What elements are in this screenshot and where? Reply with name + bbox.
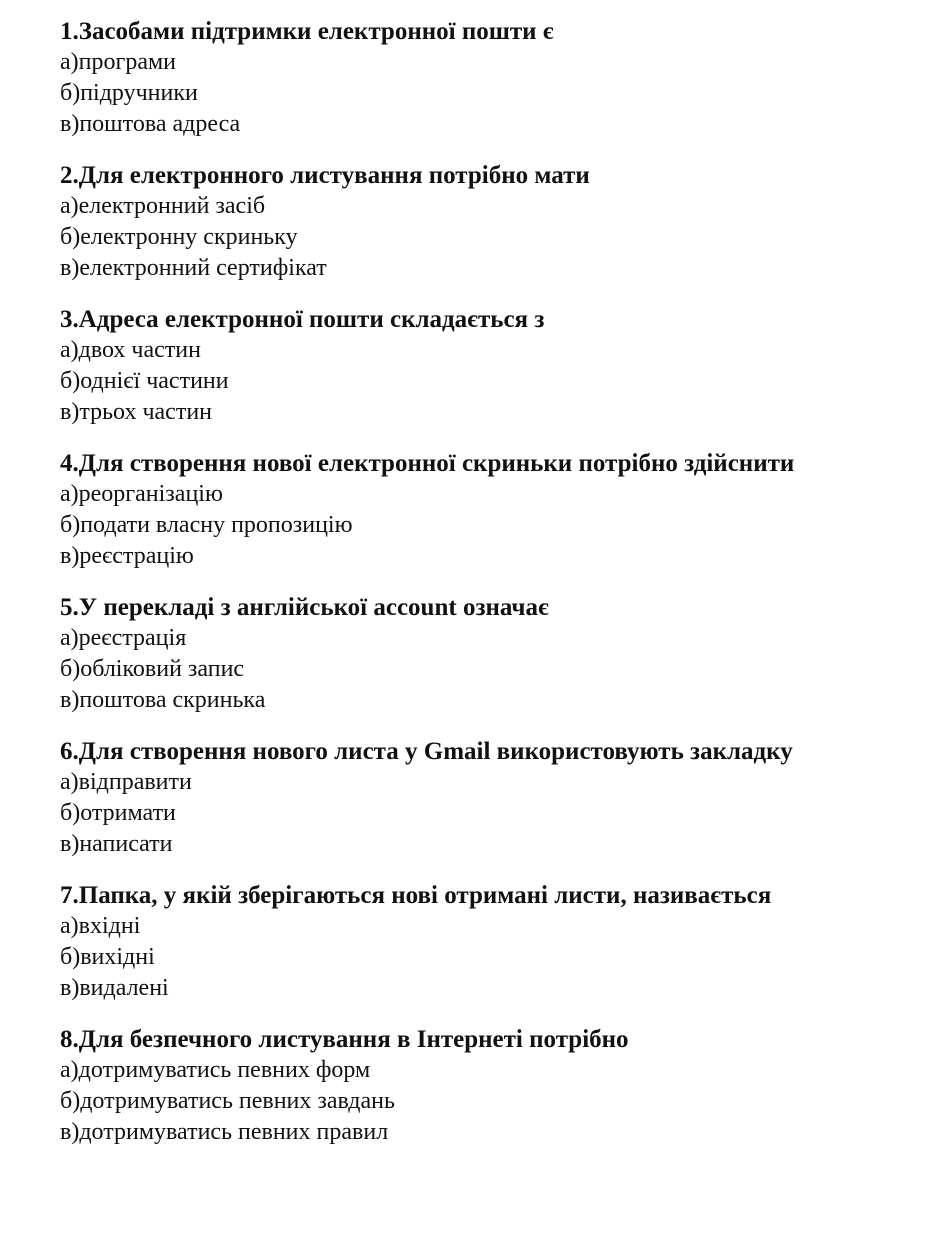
answer-option-a: а)реорганізацію (60, 481, 223, 507)
question-title: 5.У перекладі з англійської account означає (60, 594, 549, 621)
answer-option-b: б)електронну скриньку (60, 224, 298, 250)
answer-option-a: а)відправити (60, 769, 192, 795)
question-2 (60, 160, 900, 284)
answer-option-c: в)видалені (60, 975, 169, 1001)
answer-option-b: б)подати власну пропозицію (60, 512, 353, 538)
answer-option-a: а)вхідні (60, 913, 141, 939)
question-6 (60, 736, 900, 860)
answer-option-b: б)обліковий запис (60, 656, 245, 682)
answer-option-b: б)дотримуватись певних завдань (60, 1088, 395, 1114)
question-5 (60, 592, 900, 716)
answer-option-a: а)програми (60, 49, 177, 75)
answer-option-c: в)дотримуватись певних правил (60, 1119, 389, 1145)
question-title: 4.Для створення нової електронної скриньки потрібно здійснити (60, 450, 795, 477)
question-7 (60, 880, 900, 1004)
question-title: 2.Для електронного листування потрібно мати (60, 162, 590, 189)
answer-option-c: в)трьох частин (60, 399, 213, 425)
answer-option-a: а)дотримуватись певних форм (60, 1057, 371, 1083)
question-4 (60, 448, 900, 572)
question-title: 7.Папка, у якій зберігаються нові отримані листи, називається (60, 882, 772, 909)
question-1 (60, 16, 900, 140)
answer-option-c: в)написати (60, 831, 173, 857)
answer-option-a: а)електронний засіб (60, 193, 266, 219)
answer-option-b: б)однієї частини (60, 368, 229, 394)
answer-option-b: б)отримати (60, 800, 176, 826)
question-title: 6.Для створення нового листа у Gmail використовують закладку (60, 738, 793, 765)
question-title: 1.Засобами підтримки електронної пошти є (60, 18, 554, 45)
question-8 (60, 1024, 900, 1148)
question-3 (60, 304, 900, 428)
question-title: 3.Адреса електронної пошти складається з (60, 306, 545, 333)
answer-option-c: в)поштова скринька (60, 687, 266, 713)
quiz-document (60, 16, 900, 1168)
question-title: 8.Для безпечного листування в Інтернеті потрібно (60, 1026, 629, 1053)
answer-option-b: б)вихідні (60, 944, 155, 970)
answer-option-c: в)електронний сертифікат (60, 255, 327, 281)
answer-option-c: в)поштова адреса (60, 111, 241, 137)
answer-option-c: в)реєстрацію (60, 543, 194, 569)
answer-option-b: б)підручники (60, 80, 198, 106)
answer-option-a: а)двох частин (60, 337, 201, 363)
answer-option-a: а)реєстрація (60, 625, 187, 651)
